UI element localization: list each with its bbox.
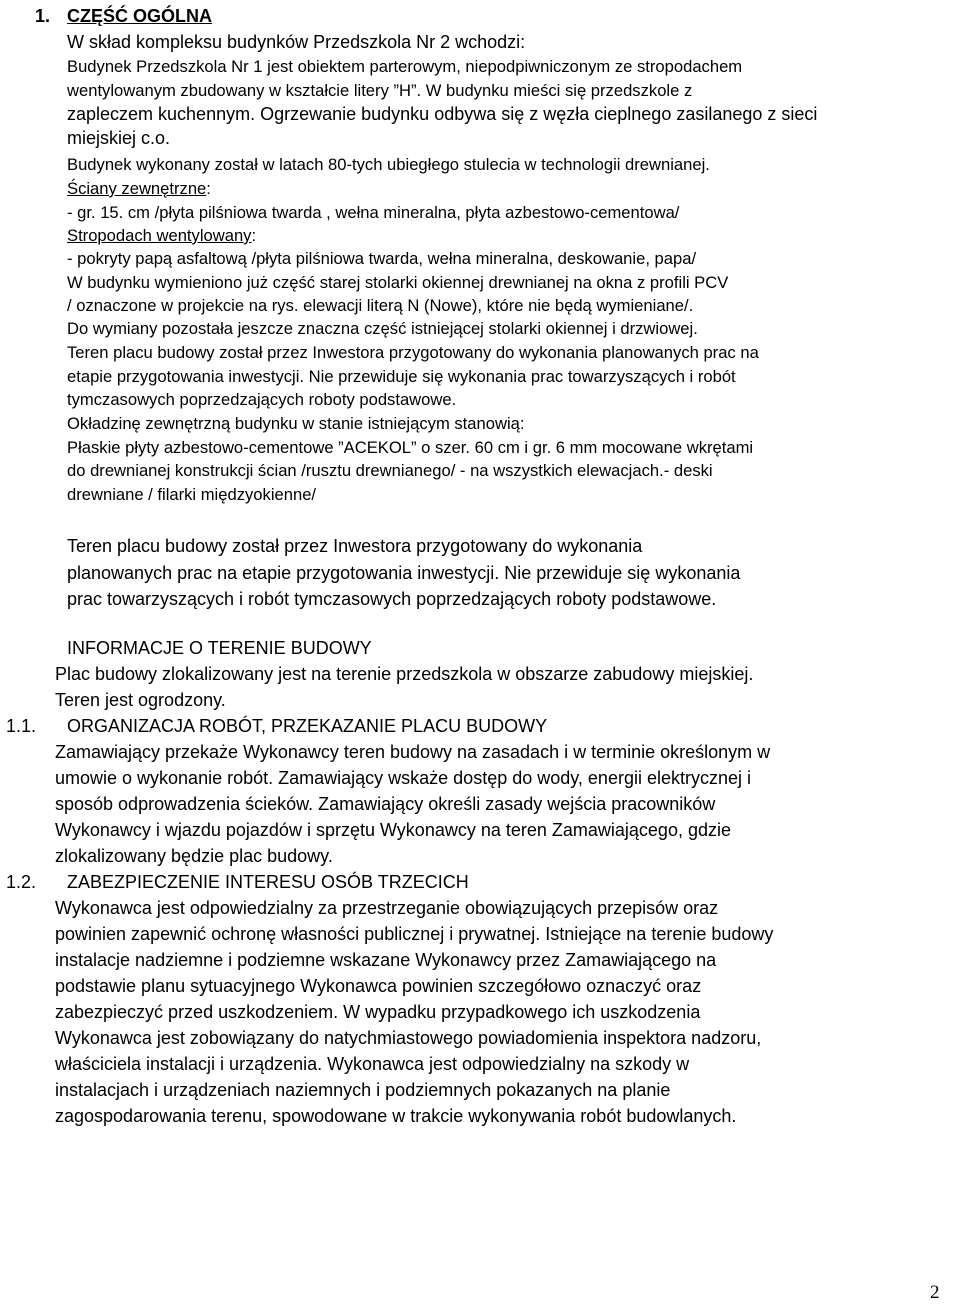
paragraph-line: do drewnianej konstrukcji ścian /rusztu drewnianego/ - na wszystkich elewacjach.- deski — [67, 461, 713, 480]
paragraph-line: Płaskie płyty azbestowo-cementowe ”ACEKOL” o szer. 60 cm i gr. 6 mm mocowane wkrętami — [67, 438, 754, 457]
paragraph-line: właściciela instalacji i urządzenia. Wykonawca jest odpowiedzialny na szkody w — [55, 1054, 690, 1074]
page-number: 2 — [930, 1282, 940, 1303]
section-heading: CZĘŚĆ OGÓLNA — [67, 6, 213, 26]
info-line: Teren jest ogrodzony. — [55, 690, 226, 710]
paragraph-line: - gr. 15. cm /płyta pilśniowa twarda , wełna mineralna, płyta azbestowo-cementowa/ — [67, 203, 680, 222]
paragraph-line: Budynek Przedszkola Nr 1 jest obiektem parterowym, niepodpiwniczonym ze stropodachem — [67, 57, 743, 76]
paragraph-line: Wykonawcy i wjazdu pojazdów i sprzętu Wykonawcy na teren Zamawiającego, gdzie — [55, 820, 731, 840]
site-paragraph-line: Teren placu budowy został przez Inwestora przygotowany do wykonania — [67, 536, 643, 556]
paragraph-line: Zamawiający przekaże Wykonawcy teren budowy na zasadach i w terminie określonym w — [55, 742, 771, 762]
paragraph-line: Wykonawca jest odpowiedzialny za przestrzeganie obowiązujących przepisów oraz — [55, 898, 719, 918]
subsection-number: 1.1. — [6, 716, 37, 736]
paragraph-line: etapie przygotowania inwestycji. Nie przewiduje się wykonania prac towarzyszących i robót — [67, 367, 736, 386]
paragraph-line: zlokalizowany będzie plac budowy. — [55, 846, 333, 866]
info-heading: INFORMACJE O TERENIE BUDOWY — [67, 638, 372, 658]
paragraph-line: tymczasowych poprzedzających roboty podstawowe. — [67, 390, 457, 409]
paragraph-line: zapleczem kuchennym. Ogrzewanie budynku odbywa się z węzła cieplnego zasilanego z sieci — [67, 104, 818, 124]
paragraph-line: Okładzinę zewnętrzną budynku w stanie istniejącym stanowią: — [67, 414, 525, 433]
roof-label: Stropodach wentylowany — [67, 226, 252, 245]
paragraph-line: zagospodarowania terenu, spowodowane w trakcie wykonywania robót budowlanych. — [55, 1106, 737, 1126]
paragraph-line: drewniane / filarki międzyokienne/ — [67, 485, 317, 504]
paragraph-line: wentylowanym zbudowany w kształcie litery ”H”. W budynku mieści się przedszkole z — [67, 81, 693, 100]
walls-label: Ściany zewnętrzne — [67, 179, 207, 198]
roof-heading — [67, 226, 256, 246]
site-paragraph-line: planowanych prac na etapie przygotowania inwestycji. Nie przewiduje się wykonania — [67, 563, 741, 583]
roof-colon: : — [251, 226, 257, 245]
info-line: Plac budowy zlokalizowany jest na terenie przedszkola w obszarze zabudowy miejskiej. — [55, 664, 754, 684]
paragraph-line: - pokryty papą asfaltową /płyta pilśniowa twarda, wełna mineralna, deskowanie, papa/ — [67, 249, 697, 268]
paragraph-line: Teren placu budowy został przez Inwestora przygotowany do wykonania planowanych prac na — [67, 343, 759, 362]
paragraph-line: miejskiej c.o. — [67, 128, 171, 148]
paragraph-line: instalacjach i urządzeniach naziemnych i podziemnych pokazanych na planie — [55, 1080, 671, 1100]
paragraph-line: instalacje nadziemne i podziemne wskazane Wykonawcy przez Zamawiającego na — [55, 950, 717, 970]
paragraph-line: powinien zapewnić ochronę własności publicznej i prywatnej. Istniejące na terenie budowy — [55, 924, 774, 944]
walls-colon: : — [206, 179, 211, 198]
site-paragraph-line: prac towarzyszących i robót tymczasowych poprzedzających roboty podstawowe. — [67, 589, 717, 609]
subsection-number: 1.2. — [6, 872, 37, 892]
paragraph-line: W skład kompleksu budynków Przedszkola Nr 2 wchodzi: — [67, 32, 526, 52]
paragraph-line: Wykonawca jest zobowiązany do natychmiastowego powiadomienia inspektora nadzoru, — [55, 1028, 762, 1048]
paragraph-line: sposób odprowadzenia ścieków. Zamawiający określi zasady wejścia pracowników — [55, 794, 716, 814]
paragraph-line: Budynek wykonany został w latach 80-tych ubiegłego stulecia w technologii drewnianej. — [67, 155, 710, 174]
paragraph-line: podstawie planu sytuacyjnego Wykonawca powinien szczegółowo oznaczyć oraz — [55, 976, 702, 996]
paragraph-line: / oznaczone w projekcie na rys. elewacji literą N (Nowe), które nie będą wymieniane/. — [67, 296, 694, 315]
subsection-heading: ORGANIZACJA ROBÓT, PRZEKAZANIE PLACU BUDOWY — [67, 716, 548, 736]
paragraph-line: umowie o wykonanie robót. Zamawiający wskaże dostęp do wody, energii elektrycznej i — [55, 768, 751, 788]
subsection-heading: ZABEZPIECZENIE INTERESU OSÓB TRZECICH — [67, 872, 469, 892]
section-number: 1. — [35, 6, 51, 26]
paragraph-line: zabezpieczyć przed uszkodzeniem. W wypadku przypadkowego ich uszkodzenia — [55, 1002, 701, 1022]
paragraph-line: Do wymiany pozostała jeszcze znaczna część istniejącej stolarki okiennej i drzwiowej. — [67, 319, 698, 338]
walls-heading — [67, 179, 211, 199]
paragraph-line: W budynku wymieniono już część starej stolarki okiennej drewnianej na okna z profili PCV — [67, 273, 729, 292]
